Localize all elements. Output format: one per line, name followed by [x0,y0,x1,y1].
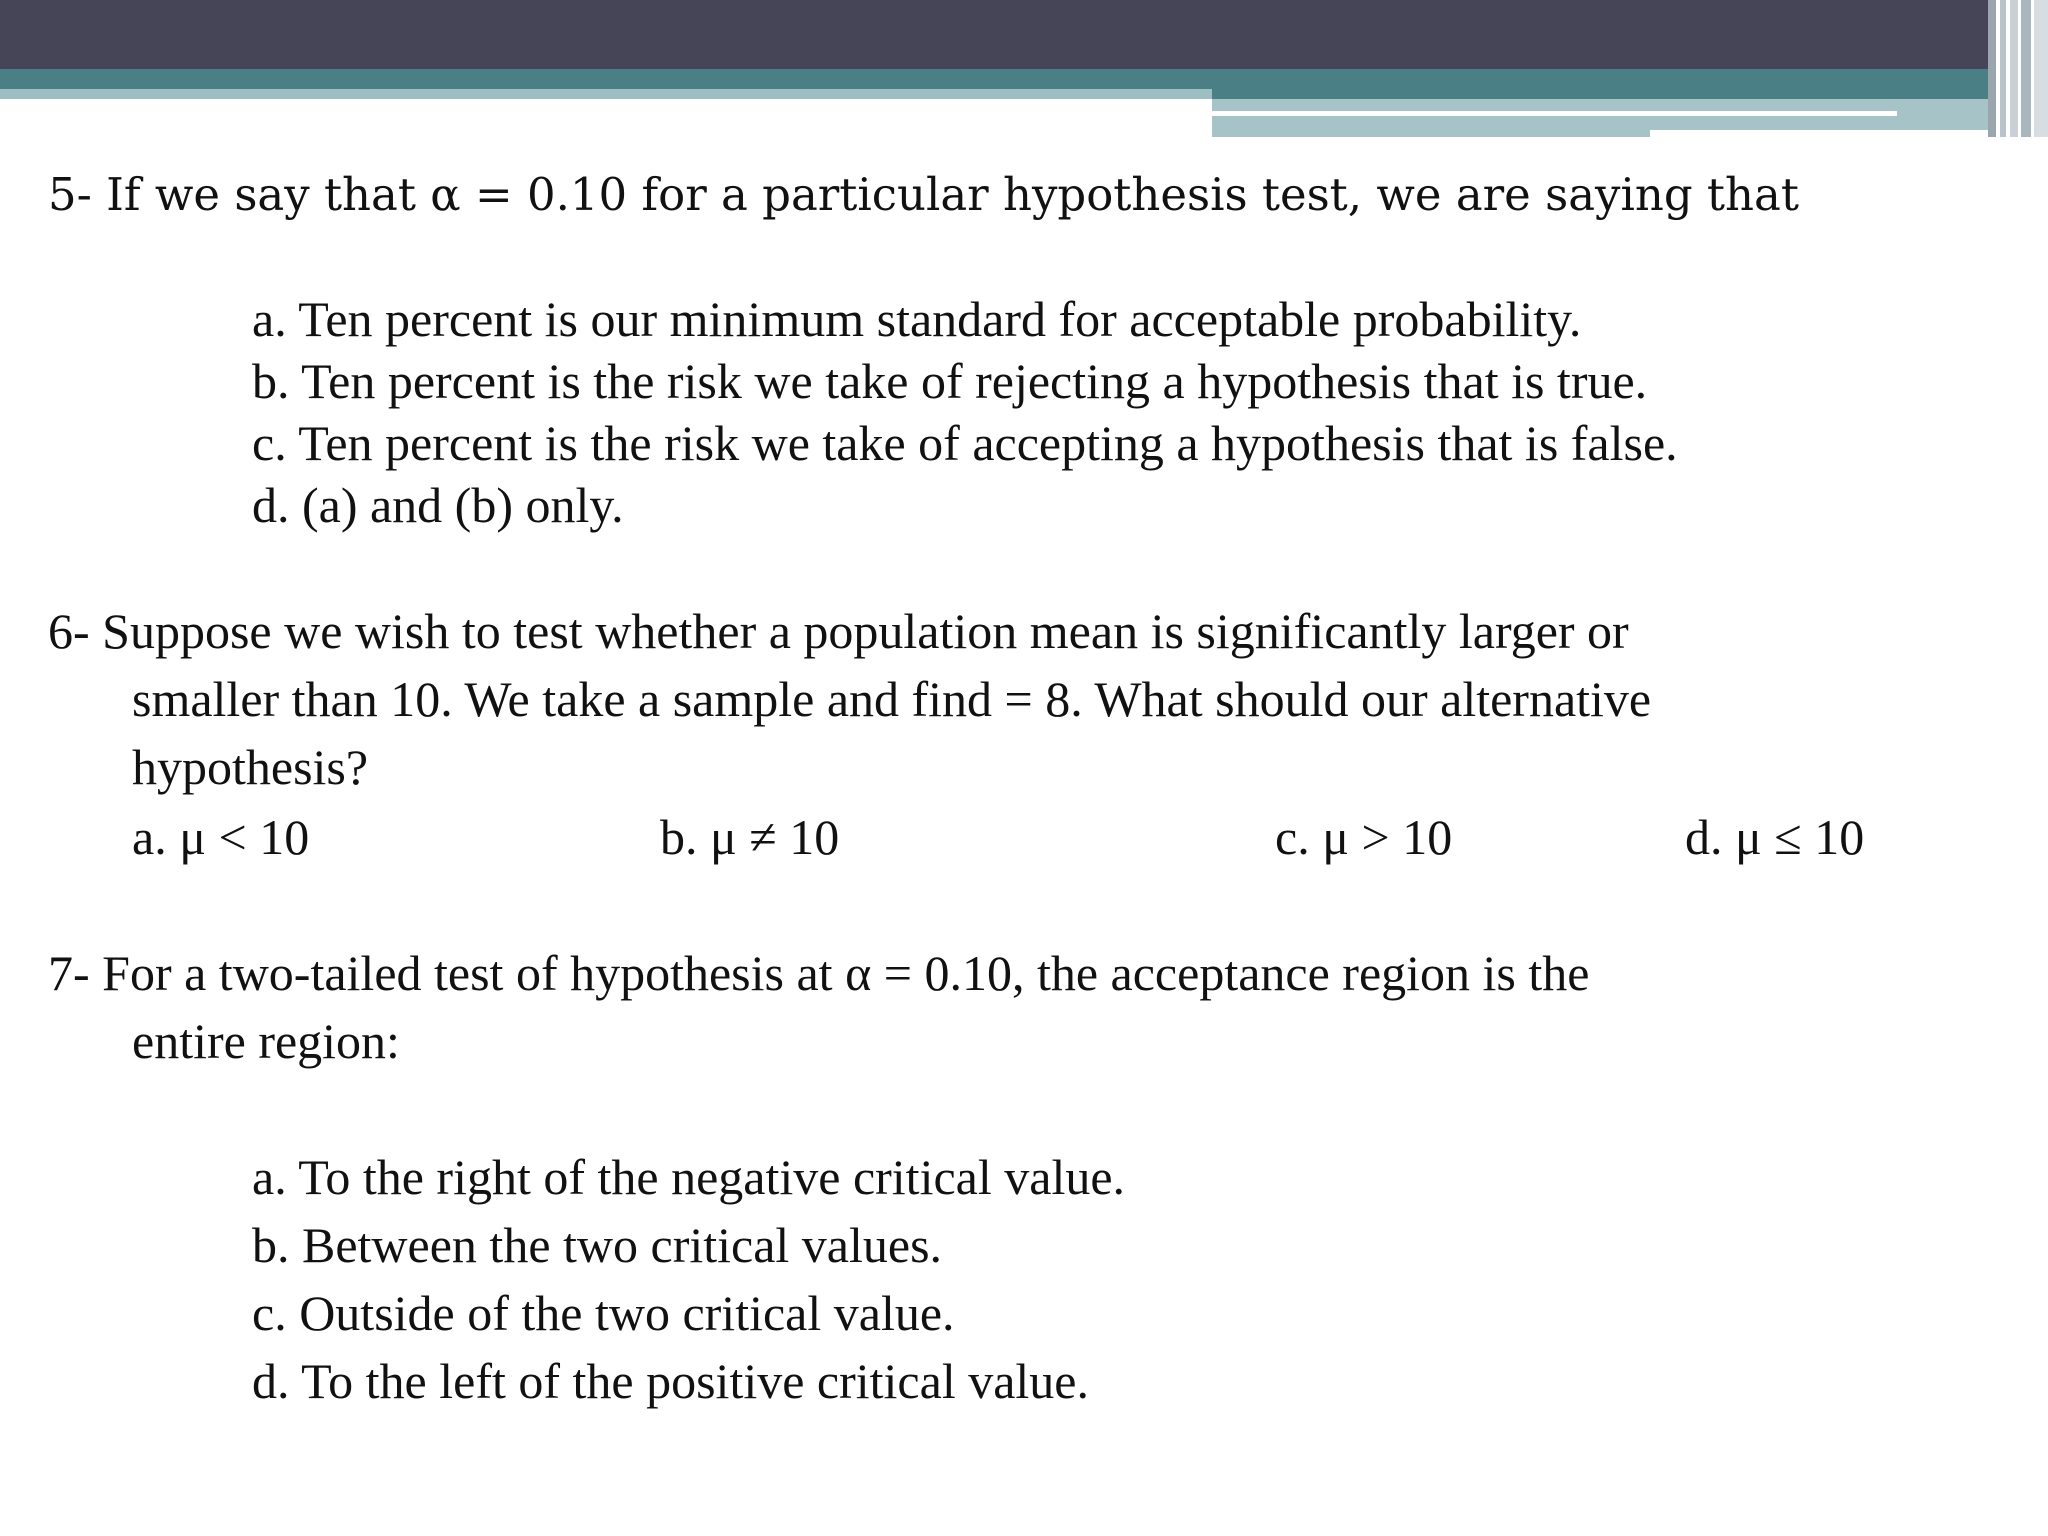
question-5-option-d: d. (a) and (b) only. [252,477,624,533]
header-white-line [1212,111,1897,116]
question-6-option-b: b. μ ≠ 10 [660,809,840,865]
question-7-option-d: d. To the left of the positive critical value. [252,1353,1089,1409]
question-7-stem-line-2: entire region: [132,1013,400,1069]
header-stripes [1988,0,2048,137]
header-teal-band-right [1212,69,2048,99]
question-7-stem-line-1: 7- For a two-tailed test of hypothesis at α = 0.10, the acceptance region is the [48,945,1590,1001]
question-6-stem-line-1: 6- Suppose we wish to test whether a population mean is significantly larger or [48,603,1629,659]
header-light-band-left [0,89,1212,99]
question-5-option-c: c. Ten percent is the risk we take of accepting a hypothesis that is false. [252,415,1678,471]
question-6-stem-line-3: hypothesis? [132,739,369,795]
question-6-option-a: a. μ < 10 [132,809,310,865]
header-dark-band [0,0,2048,69]
question-5-option-b: b. Ten percent is the risk we take of rejecting a hypothesis that is true. [252,353,1648,409]
header-teal-band-left [0,69,1212,89]
question-6-option-d: d. μ ≤ 10 [1685,809,1865,865]
question-6-option-c: c. μ > 10 [1275,809,1453,865]
question-5-option-a: a. Ten percent is our minimum standard for acceptable probability. [252,291,1582,347]
question-5-stem: 5- If we say that α = 0.10 for a particular hypothesis test, we are saying that [48,168,1799,221]
question-7-option-b: b. Between the two critical values. [252,1217,943,1273]
question-6-stem-line-2: smaller than 10. We take a sample and find = 8. What should our alternative [132,671,1652,727]
question-7-option-a: a. To the right of the negative critical value. [252,1149,1126,1205]
question-7-option-c: c. Outside of the two critical value. [252,1285,955,1341]
